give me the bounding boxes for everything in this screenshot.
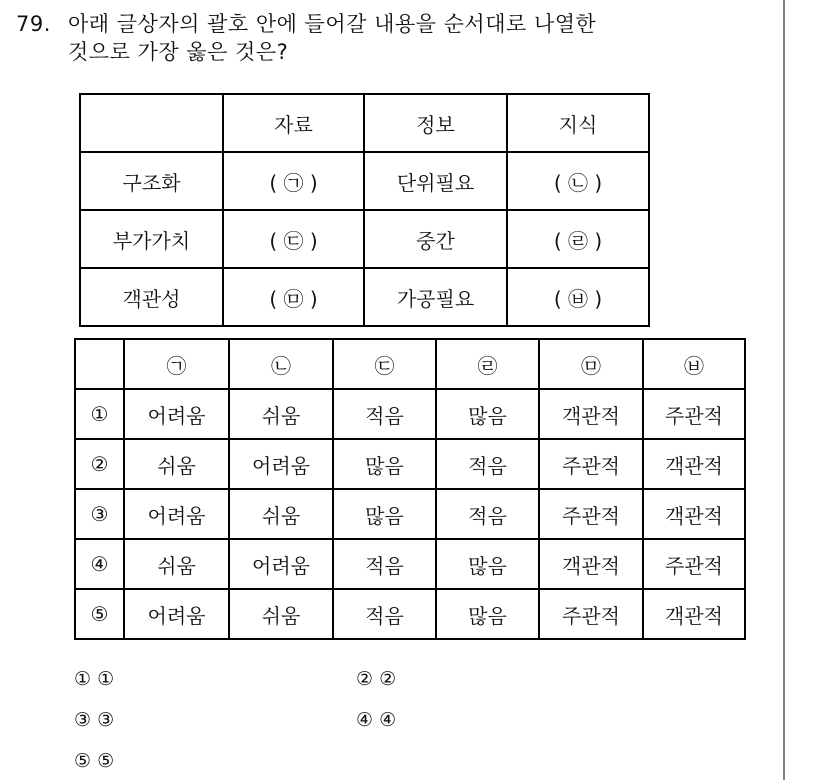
- option-number: ②: [75, 439, 124, 489]
- table-cell: 많음: [436, 389, 539, 439]
- choice-3[interactable]: [74, 709, 114, 731]
- table-row: [75, 389, 745, 439]
- table-header-cell: ㉢: [333, 339, 436, 389]
- option-number: ③: [75, 489, 124, 539]
- choice-text: ①: [97, 668, 115, 690]
- table-cell: ( ㉣ ): [507, 210, 649, 268]
- table-cell: 적음: [333, 389, 436, 439]
- table-cell: 객관적: [539, 539, 643, 589]
- table-cell: 주관적: [643, 389, 745, 439]
- choice-marker: ①: [74, 668, 92, 690]
- table-row: [75, 539, 745, 589]
- table-cell: 주관적: [539, 589, 643, 639]
- table-header-cell: [75, 339, 124, 389]
- table-cell: ( ㉢ ): [223, 210, 364, 268]
- table-cell: 어려움: [229, 439, 333, 489]
- choice-5[interactable]: [74, 750, 114, 772]
- question-number: 79.: [16, 12, 51, 36]
- table-cell: 어려움: [124, 389, 229, 439]
- table-cell: 많음: [333, 439, 436, 489]
- table-cell: 많음: [436, 589, 539, 639]
- table-cell: 객관적: [643, 439, 745, 489]
- table-cell: 주관적: [539, 439, 643, 489]
- table-header-cell: [80, 94, 223, 152]
- table-cell: 어려움: [229, 539, 333, 589]
- table-cell: 쉬움: [229, 589, 333, 639]
- table-cell: 많음: [436, 539, 539, 589]
- choice-text: ④: [379, 709, 397, 731]
- table-header-cell: 자료: [223, 94, 364, 152]
- question-stem: [16, 10, 596, 66]
- table-row: [80, 268, 649, 326]
- question-text-line1: 아래 글상자의 괄호 안에 들어갈 내용을 순서대로 나열한: [68, 12, 597, 36]
- table-cell: 어려움: [124, 589, 229, 639]
- table-cell: 객관적: [643, 489, 745, 539]
- row-label: 구조화: [80, 152, 223, 210]
- table-cell: ( ㉠ ): [223, 152, 364, 210]
- table-cell: 적음: [333, 539, 436, 589]
- table-row: [75, 439, 745, 489]
- choice-text: ⑤: [97, 750, 115, 772]
- table-cell: 어려움: [124, 489, 229, 539]
- choice-marker: ②: [356, 668, 374, 690]
- choice-text: ②: [379, 668, 397, 690]
- table-header-cell: ㉤: [539, 339, 643, 389]
- table-cell: 중간: [364, 210, 507, 268]
- choice-text: ③: [97, 709, 115, 731]
- table-cell: 적음: [436, 439, 539, 489]
- table-header-cell: 정보: [364, 94, 507, 152]
- option-number: ⑤: [75, 589, 124, 639]
- table-row: [75, 489, 745, 539]
- table-cell: 객관적: [643, 589, 745, 639]
- table-header-cell: 지식: [507, 94, 649, 152]
- column-divider: [783, 0, 785, 780]
- answer-options-table: [74, 338, 746, 640]
- table-cell: 단위필요: [364, 152, 507, 210]
- table-cell: 객관적: [539, 389, 643, 439]
- row-label: 객관성: [80, 268, 223, 326]
- table-header-cell: ㉣: [436, 339, 539, 389]
- table-row: [80, 210, 649, 268]
- question-text-line2: 것으로 가장 옳은 것은?: [68, 40, 289, 64]
- choice-marker: ⑤: [74, 750, 92, 772]
- choice-marker: ④: [356, 709, 374, 731]
- choice-4[interactable]: [356, 709, 396, 731]
- table-header-cell: ㉡: [229, 339, 333, 389]
- table-cell: 쉬움: [229, 489, 333, 539]
- choice-1[interactable]: [74, 668, 114, 690]
- option-number: ①: [75, 389, 124, 439]
- table-row: [75, 589, 745, 639]
- table-cell: 많음: [333, 489, 436, 539]
- choice-marker: ③: [74, 709, 92, 731]
- table-cell: ( ㉡ ): [507, 152, 649, 210]
- choice-2[interactable]: [356, 668, 396, 690]
- table-header-cell: ㉥: [643, 339, 745, 389]
- comparison-table: [79, 93, 650, 327]
- table-row: [80, 152, 649, 210]
- table-cell: 적음: [333, 589, 436, 639]
- table-header-row: [75, 339, 745, 389]
- table-header-cell: ㉠: [124, 339, 229, 389]
- table-cell: 쉬움: [124, 539, 229, 589]
- table-header-row: [80, 94, 649, 152]
- table-cell: 적음: [436, 489, 539, 539]
- option-number: ④: [75, 539, 124, 589]
- row-label: 부가가치: [80, 210, 223, 268]
- table-cell: ( ㉥ ): [507, 268, 649, 326]
- table-cell: ( ㉤ ): [223, 268, 364, 326]
- table-cell: 주관적: [539, 489, 643, 539]
- table-cell: 쉬움: [124, 439, 229, 489]
- table-cell: 가공필요: [364, 268, 507, 326]
- table-cell: 주관적: [643, 539, 745, 589]
- table-cell: 쉬움: [229, 389, 333, 439]
